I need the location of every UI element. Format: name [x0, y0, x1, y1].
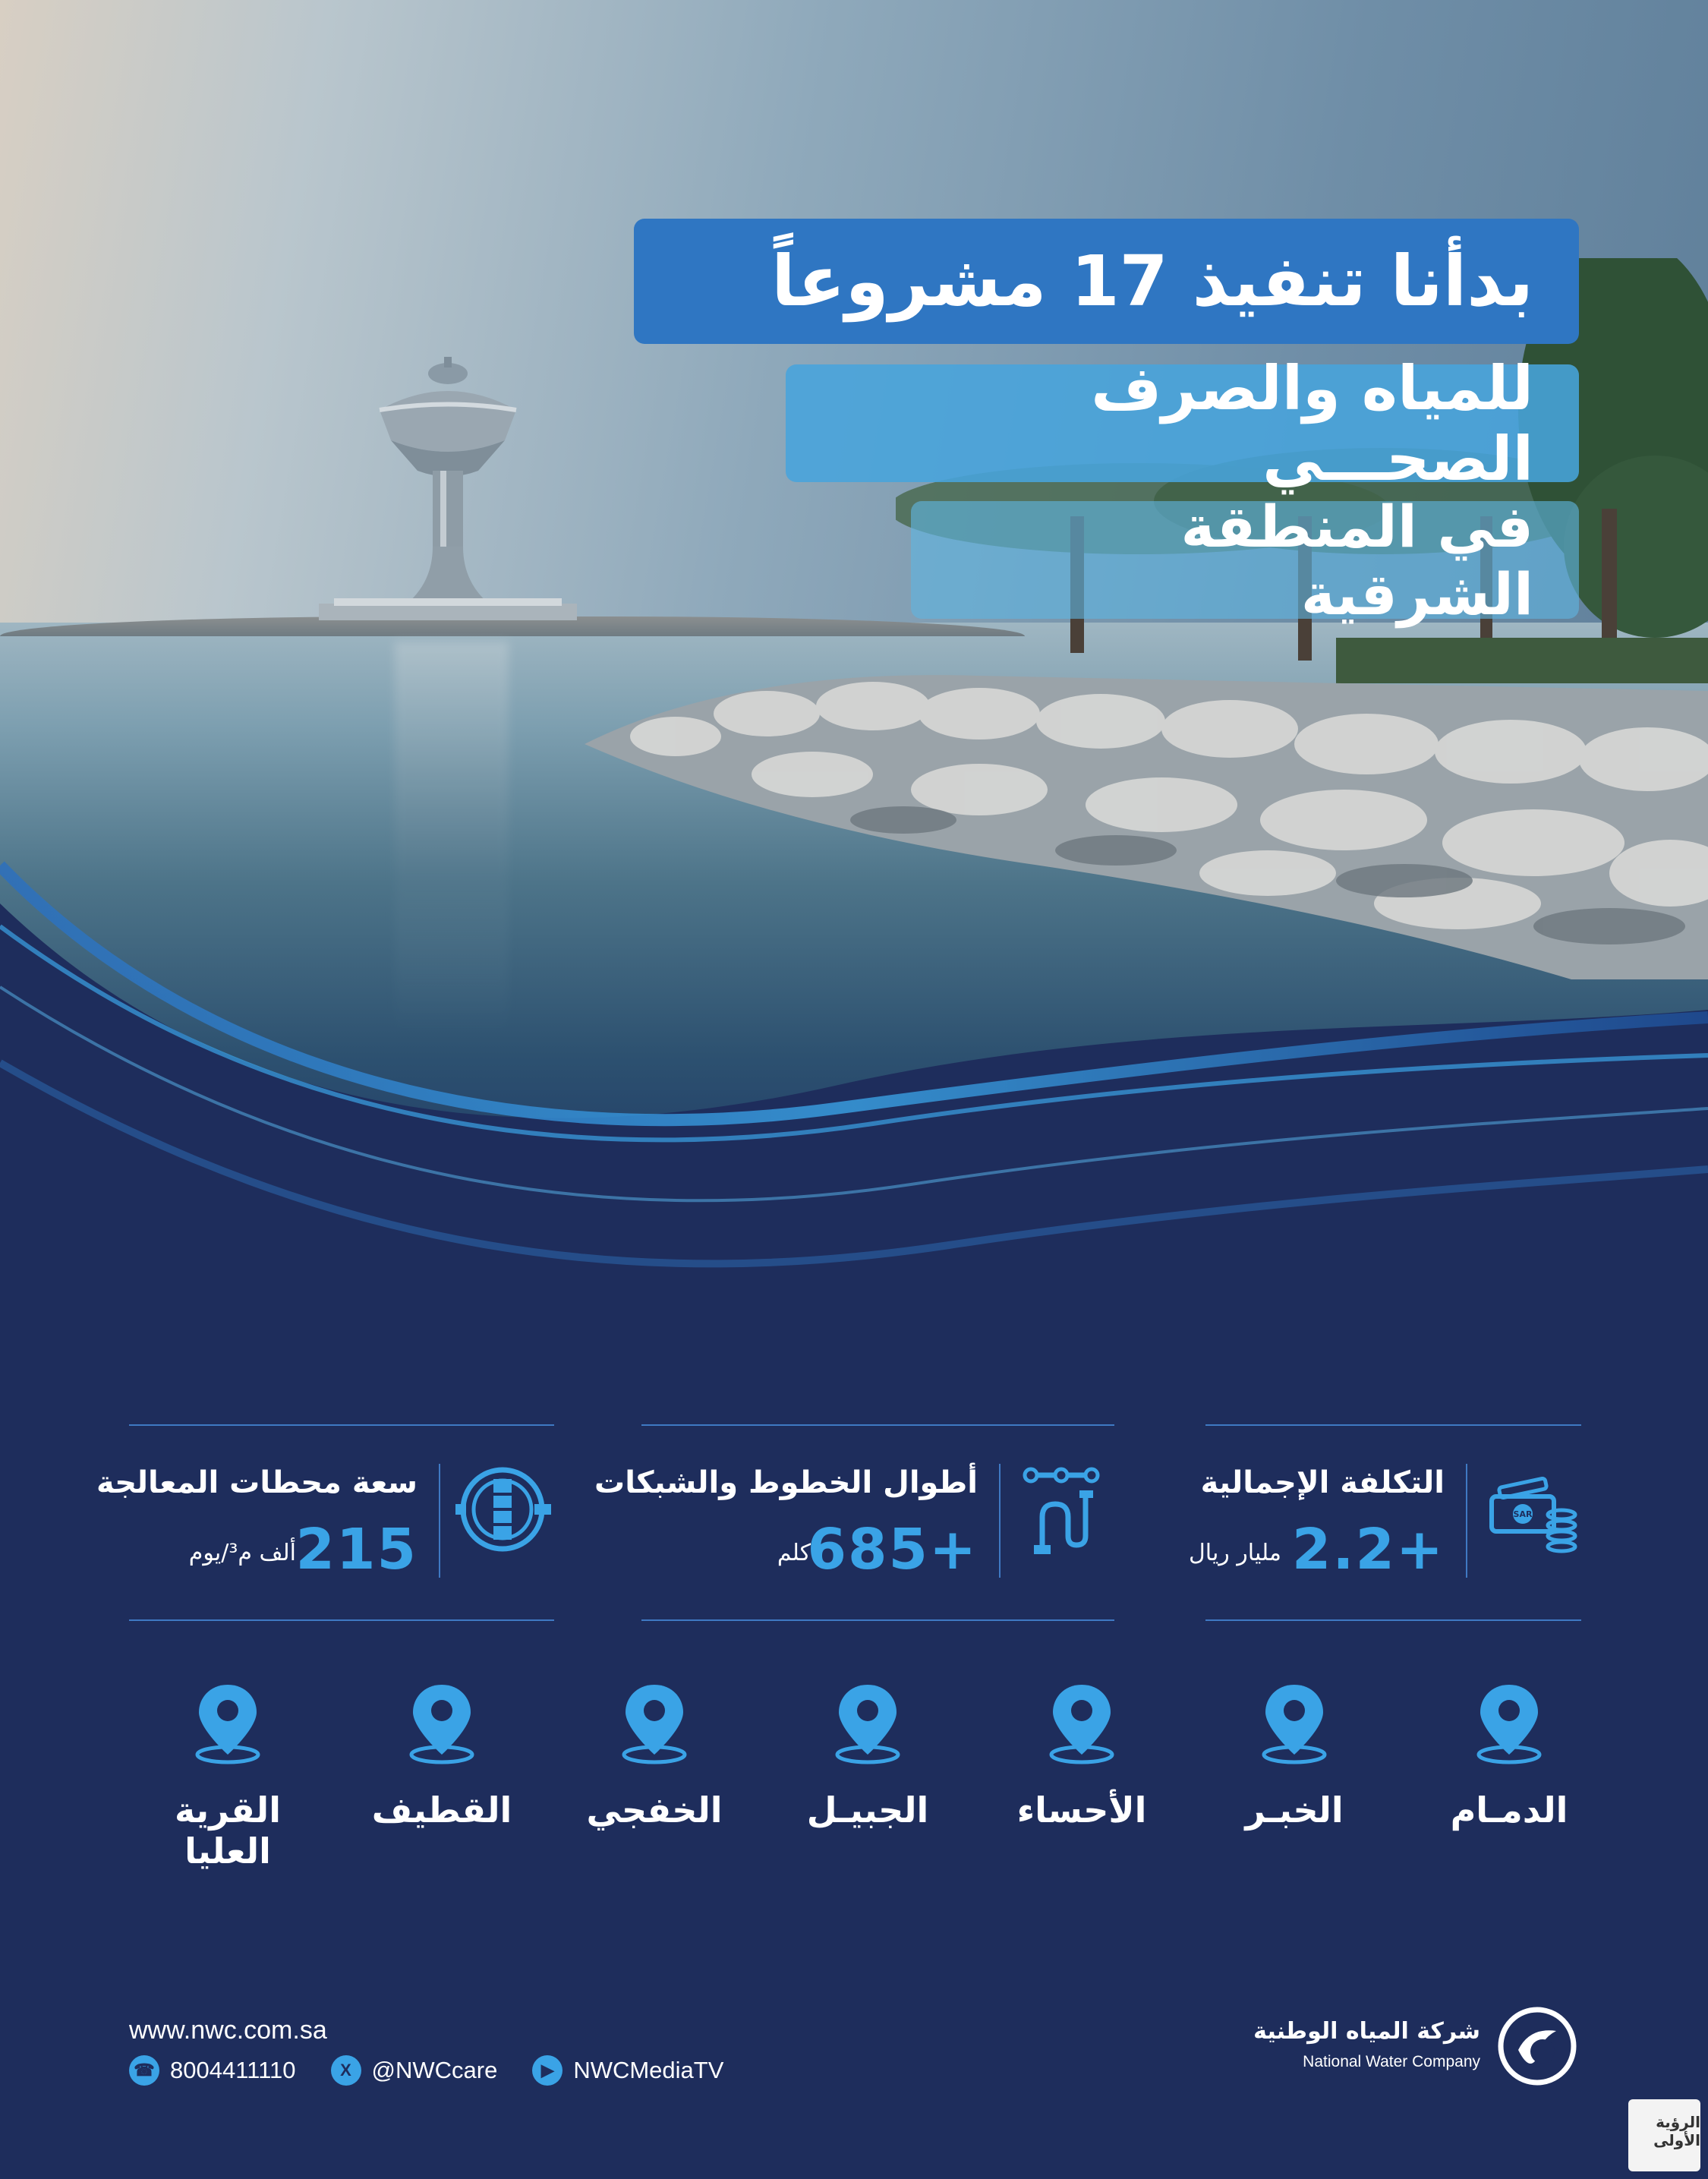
city-khobar: [1203, 1682, 1385, 1831]
title-line-1-text: بدأنا تنفيذ 17 مشروعاً: [771, 241, 1533, 322]
stat-unit: ألف م³/يوم: [188, 1540, 296, 1566]
city-name: الجبيـل: [806, 1790, 929, 1831]
website-link[interactable]: www.nwc.com.sa: [129, 2016, 327, 2045]
stat-divider: [439, 1464, 440, 1578]
pipe-network-icon: [1016, 1460, 1114, 1559]
stat-label: أطوال الخطوط والشبكات: [594, 1465, 978, 1500]
city-name: الدمـام: [1450, 1790, 1568, 1831]
title-line-1: [634, 219, 1579, 344]
location-pin-icon: [618, 1682, 691, 1765]
phone-icon: ☎: [129, 2055, 159, 2086]
location-pin-icon: [1473, 1682, 1546, 1765]
city-name: الخبـر: [1245, 1790, 1344, 1831]
stat-treatment-capacity: [96, 1424, 554, 1621]
khobar-water-tower-illustration: [288, 357, 607, 630]
city-name: الأحساء: [1016, 1790, 1147, 1831]
city-ahsa: [991, 1682, 1173, 1831]
city-dammam: [1418, 1682, 1600, 1831]
contact-row: [129, 2055, 723, 2086]
city-khafji: [563, 1682, 745, 1831]
location-pin-icon: [191, 1682, 264, 1765]
stat-label: سعة محطات المعالجة: [96, 1465, 418, 1500]
stat-value: 215: [295, 1517, 418, 1582]
stat-total-cost: [1189, 1424, 1581, 1621]
money-icon: [1483, 1460, 1581, 1559]
stat-unit: كلم: [777, 1540, 811, 1566]
stat-label: التكلفة الإجمالية: [1200, 1465, 1445, 1500]
decorative-wave: [0, 835, 1708, 1367]
city-name: القرية العليا: [175, 1790, 281, 1872]
corner-badge: [1628, 2099, 1700, 2171]
stat-unit: مليار ريال: [1189, 1540, 1281, 1566]
city-name: الخفجي: [586, 1790, 723, 1831]
stat-value: +685: [807, 1517, 978, 1582]
stat-divider: [999, 1464, 1001, 1578]
company-logo: [1154, 2004, 1579, 2095]
phone-number[interactable]: 8004411110: [170, 2057, 296, 2083]
stat-network-length: [594, 1424, 1114, 1621]
x-handle[interactable]: @NWCcare: [371, 2057, 498, 2083]
location-pin-icon: [1045, 1682, 1118, 1765]
corner-badge-text: الرؤية الأولى: [1653, 2113, 1700, 2149]
nwc-logo-icon: [1495, 2004, 1579, 2088]
money-badge-text: SAR: [1513, 1509, 1533, 1519]
location-pin-icon: [831, 1682, 904, 1765]
city-name: القطيف: [371, 1790, 512, 1831]
youtube-icon: ▶: [532, 2055, 563, 2086]
title-line-2: [786, 352, 1579, 494]
location-pin-icon: [405, 1682, 478, 1765]
company-name-en: National Water Company: [1303, 2053, 1480, 2070]
location-pin-icon: [1258, 1682, 1331, 1765]
city-qatif: [351, 1682, 533, 1831]
treatment-plant-icon: [455, 1460, 554, 1559]
title-line-2-text: للمياه والصرف الصحـــي: [1091, 352, 1533, 494]
city-jubail: [777, 1682, 959, 1831]
stat-value: +2.2: [1291, 1517, 1445, 1582]
youtube-channel[interactable]: NWCMediaTV: [573, 2057, 724, 2083]
title-line-3: [911, 492, 1579, 628]
title-line-3-text: في المنطقة الشرقية: [1180, 492, 1533, 628]
stat-divider: [1466, 1464, 1467, 1578]
city-qaryat-al-ulya: [137, 1682, 319, 1872]
x-icon: X: [331, 2055, 361, 2086]
company-name-ar: شركة المياه الوطنية: [1253, 2018, 1480, 2045]
